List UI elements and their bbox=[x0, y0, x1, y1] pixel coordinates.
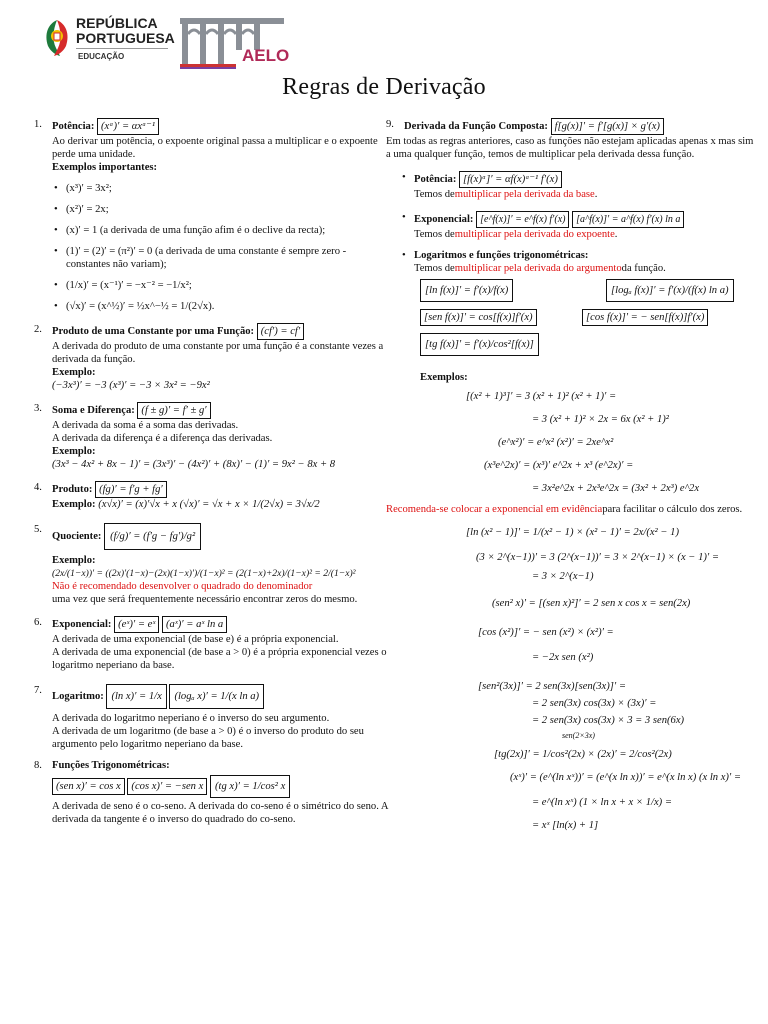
section-heading: Exponencial: bbox=[52, 619, 112, 630]
section-composta bbox=[386, 118, 760, 161]
section-number: 4. bbox=[34, 482, 42, 493]
composite-rules-list bbox=[400, 171, 760, 275]
example-formula: = 3 (x² + 1)² × 2x = 6x (x² + 1)² bbox=[532, 414, 669, 425]
example-formula: = 3x²e^2x + 2x³e^2x = (3x² + 2x³) e^2x bbox=[532, 483, 700, 494]
formula-box: [ln f(x)]′ = f′(x)/f(x) bbox=[420, 279, 513, 302]
section-text: A derivada de seno é o co-seno. A derivada do co-seno é o simétrico do seno. A derivada da tangente é o inverso do quadrado do co-seno. bbox=[52, 801, 388, 825]
list-item: • (x)′ = 1 (a derivada de uma função afim é o declive da recta); bbox=[52, 224, 390, 237]
coat-of-arms-icon bbox=[42, 18, 72, 58]
section-heading: Logaritmo: bbox=[52, 691, 104, 702]
section-logaritmo bbox=[34, 684, 390, 751]
note-text: Temos de bbox=[414, 263, 455, 274]
section-heading: Soma e Diferença: bbox=[52, 405, 135, 416]
note-highlight: multiplicar pela derivada do argumento bbox=[454, 263, 622, 274]
formula-box: (fg)′ = f′g + fg′ bbox=[95, 481, 167, 498]
section-heading: Funções Trigonométricas: bbox=[52, 760, 170, 771]
section-quociente bbox=[34, 523, 390, 606]
formula-box: [logₐ f(x)]′ = f′(x)/(f(x) ln a) bbox=[606, 279, 734, 302]
section-text: Ao derivar um potência, o expoente original passa a multiplicar e o expoente perde uma unidade. bbox=[52, 136, 378, 160]
example-formula: [(x² + 1)³]′ = 3 (x² + 1)² (x² + 1)′ = bbox=[466, 391, 617, 402]
formula-box: [sen f(x)]′ = cos[f(x)]f′(x) bbox=[420, 309, 537, 326]
section-heading: Produto: bbox=[52, 484, 93, 495]
note-text: . bbox=[614, 229, 618, 240]
page-title: Regras de Derivação bbox=[282, 74, 486, 100]
republica-line2: PORTUGUESA bbox=[76, 30, 175, 46]
note-highlight: multiplicar pela derivada do expoente bbox=[454, 229, 615, 240]
list-item: • (1/x)′ = (x⁻¹)′ = −x⁻² = −1/x²; bbox=[52, 279, 390, 292]
example-formula: (x√x)′ = (x)′√x + x (√x)′ = √x + x × 1/(2√x) = 3√x/2 bbox=[98, 499, 320, 510]
example-label: Exemplo: bbox=[52, 555, 96, 566]
list-item: • (x³)′ = 3x²; bbox=[52, 182, 390, 195]
examples-block-2 bbox=[386, 526, 760, 832]
note-text: para facilitar o cálculo dos zeros. bbox=[602, 504, 743, 515]
note-highlight: Recomenda-se colocar a exponencial em evidência bbox=[386, 504, 603, 515]
section-text: Em todas as regras anteriores, caso as funções não estejam aplicadas apenas x mas sim a uma qualquer função, temos de multiplicar pela derivada dessa função. bbox=[386, 136, 754, 160]
section-heading: Derivada da Função Composta: bbox=[404, 121, 548, 132]
left-column bbox=[34, 118, 390, 832]
section-number: 8. bbox=[34, 760, 42, 771]
examples-list bbox=[52, 182, 390, 313]
example-formula: = 3 × 2^(x−1) bbox=[532, 571, 594, 582]
note-text: da função. bbox=[621, 263, 666, 274]
example-formula: (x³e^2x)′ = (x³)′ e^2x + x³ (e^2x)′ = bbox=[484, 460, 634, 471]
example-formula: (sen² x)′ = [(sen x)²]′ = 2 sen x cos x = sen(2x) bbox=[492, 598, 691, 609]
section-text: A derivada de uma exponencial (de base e) é a própria exponencial. bbox=[52, 634, 339, 645]
note-text: . bbox=[594, 189, 598, 200]
rule-heading: Exponencial: bbox=[414, 214, 474, 225]
formula-box: (cos x)′ = −sen x bbox=[127, 778, 207, 795]
section-potencia bbox=[34, 118, 390, 313]
formula-box: f[g(x)]′ = f′[g(x)] × g′(x) bbox=[551, 118, 664, 135]
section-number: 7. bbox=[34, 685, 42, 696]
formula-box: (cf′) = cf′ bbox=[257, 323, 304, 340]
section-text: A derivada do produto de uma constante por uma função é a constante vezes a derivada da função. bbox=[52, 341, 384, 365]
example-formula: (3 × 2^(x−1))′ = 3 (2^(x−1))′ = 3 × 2^(x−1) × (x − 1)′ = bbox=[476, 552, 720, 563]
section-text: uma vez que será frequentemente necessário encontrar zeros do mesmo. bbox=[52, 594, 358, 605]
example-formula: [ln (x² − 1)]′ = 1/(x² − 1) × (x² − 1)′ = 2x/(x² − 1) bbox=[466, 527, 679, 538]
formula-box: (aˣ)′ = aˣ ln a bbox=[162, 616, 227, 633]
section-produto bbox=[34, 481, 390, 511]
formula-box: (xᵅ)′ = αxᵅ⁻¹ bbox=[97, 118, 159, 135]
note-highlight: multiplicar pela derivada da base bbox=[454, 189, 595, 200]
examples-block bbox=[386, 390, 760, 495]
example-label: Exemplo: bbox=[52, 499, 96, 510]
note-text: Temos de bbox=[414, 229, 455, 240]
formula-box: (logₐ x)′ = 1/(x ln a) bbox=[169, 684, 264, 709]
section-number: 2. bbox=[34, 324, 42, 335]
section-soma bbox=[34, 402, 390, 471]
note-text: Temos de bbox=[414, 189, 455, 200]
example-formula: = xˣ [ln(x) + 1] bbox=[532, 820, 599, 831]
section-number: 9. bbox=[386, 119, 394, 130]
warning-text: Não é recomendado desenvolver o quadrado do denominador bbox=[52, 581, 313, 592]
recommendation-note bbox=[386, 503, 760, 516]
formula-box: (tg x)′ = 1/cos² x bbox=[210, 775, 290, 798]
example-label: Exemplo: bbox=[52, 446, 96, 457]
example-formula: (−3x³)′ = −3 (x³)′ = −3 × 3x² = −9x² bbox=[52, 380, 210, 391]
formula-box: [f(x)ᵅ]′ = αf(x)ᵅ⁻¹ f′(x) bbox=[459, 171, 562, 188]
section-number: 5. bbox=[34, 524, 42, 535]
log-trig-formulas bbox=[420, 279, 760, 367]
section-heading: Quociente: bbox=[52, 531, 102, 542]
formula-box: [cos f(x)]′ = − sen[f(x)]f′(x) bbox=[582, 309, 708, 326]
section-heading: Potência: bbox=[52, 121, 95, 132]
example-formula: = 2 sen(3x) cos(3x) × (3x)′ = bbox=[532, 698, 657, 709]
section-trigonometricas bbox=[34, 759, 390, 826]
republica-line1: REPÚBLICA bbox=[76, 15, 158, 31]
example-formula: = 2 sen(3x) cos(3x) × 3 = 3 sen(6x) bbox=[532, 715, 685, 726]
formula-box: (ln x)′ = 1/x bbox=[106, 684, 166, 709]
section-number: 1. bbox=[34, 119, 42, 130]
underbrace-label: sen(2×3x) bbox=[562, 731, 595, 740]
example-formula: (e^x²)′ = e^x² (x²)′ = 2xe^x² bbox=[498, 437, 614, 448]
example-formula: = e^(ln xˣ) (1 × ln x + x × 1/x) = bbox=[532, 797, 672, 808]
examples-heading: Exemplos: bbox=[420, 372, 468, 383]
example-formula: (2x/(1−x))′ = ((2x)′(1−x)−(2x)(1−x)′)/(1−x)² = (2(1−x)+2x)/(1−x)² = 2/(1−x)² bbox=[52, 568, 356, 579]
section-constante bbox=[34, 323, 390, 392]
list-item: • (x²)′ = 2x; bbox=[52, 203, 390, 216]
section-heading: Produto de uma Constante por uma Função: bbox=[52, 326, 255, 337]
list-item bbox=[400, 249, 760, 275]
example-formula: [sen²(3x)]′ = 2 sen(3x)[sen(3x)]′ = bbox=[478, 681, 627, 692]
formula-box: (f/g)′ = (f′g − fg′)/g² bbox=[104, 523, 201, 550]
rule-heading: Potência: bbox=[414, 174, 457, 185]
section-number: 6. bbox=[34, 617, 42, 628]
formula-box: [tg f(x)]′ = f′(x)/cos²[f(x)] bbox=[420, 333, 539, 356]
formula-box: (sen x)′ = cos x bbox=[52, 778, 125, 795]
formula-box: [a^f(x)]′ = a^f(x) f′(x) ln a bbox=[572, 211, 684, 228]
section-text: A derivada da soma é a soma das derivadas. bbox=[52, 420, 239, 431]
section-exponencial bbox=[34, 616, 390, 672]
formula-box: (eˣ)′ = eˣ bbox=[114, 616, 159, 633]
examples-heading: Exemplos importantes: bbox=[52, 162, 158, 173]
example-formula: = −2x sen (x²) bbox=[532, 652, 594, 663]
section-text: A derivada do logaritmo neperiano é o inverso do seu argumento. bbox=[52, 713, 330, 724]
formula-box: (f ± g)′ = f′ ± g′ bbox=[137, 402, 210, 419]
list-item bbox=[400, 171, 760, 201]
section-text: A derivada da diferença é a diferença das derivadas. bbox=[52, 433, 273, 444]
republica-portuguesa-logo bbox=[42, 14, 175, 68]
example-formula: (xˣ)′ = (e^(ln xˣ))′ = (e^(x ln x))′ = e^(x ln x) (x ln x)′ = bbox=[510, 772, 742, 783]
example-label: Exemplo: bbox=[52, 367, 96, 378]
aelo-logo bbox=[178, 12, 288, 72]
example-formula: (3x³ − 4x² + 8x − 1)′ = (3x³)′ − (4x²)′ + (8x)′ − (1)′ = 9x² − 8x + 8 bbox=[52, 459, 336, 470]
section-number: 3. bbox=[34, 403, 42, 414]
example-formula: [cos (x²)]′ = − sen (x²) × (x²)′ = bbox=[478, 627, 614, 638]
list-item: • (√x)′ = (x^½)′ = ½x^−½ = 1/(2√x). bbox=[52, 300, 390, 313]
section-text: A derivada de um logaritmo (de base a > 0) é o inverso do produto do seu argumento pelo logaritmo neperiano da base. bbox=[52, 726, 364, 750]
section-text: A derivada de uma exponencial (de base a > 0) é a própria exponencial vezes o logaritmo neperiano da base. bbox=[52, 647, 387, 671]
list-item bbox=[400, 211, 760, 241]
formula-box: [e^f(x)]′ = e^f(x) f′(x) bbox=[476, 211, 569, 228]
rule-heading: Logaritmos e funções trigonométricas: bbox=[414, 250, 589, 261]
example-formula: [tg(2x)]′ = 1/cos²(2x) × (2x)′ = 2/cos²(2x) bbox=[494, 749, 672, 760]
educacao-label: EDUCAÇÃO bbox=[78, 52, 125, 61]
right-column bbox=[386, 118, 760, 834]
list-item: • (1)′ = (2)′ = (π²)′ = 0 (a derivada de uma constante é sempre zero - constantes não variam); bbox=[52, 245, 390, 271]
aelo-text: AELO bbox=[242, 46, 290, 65]
